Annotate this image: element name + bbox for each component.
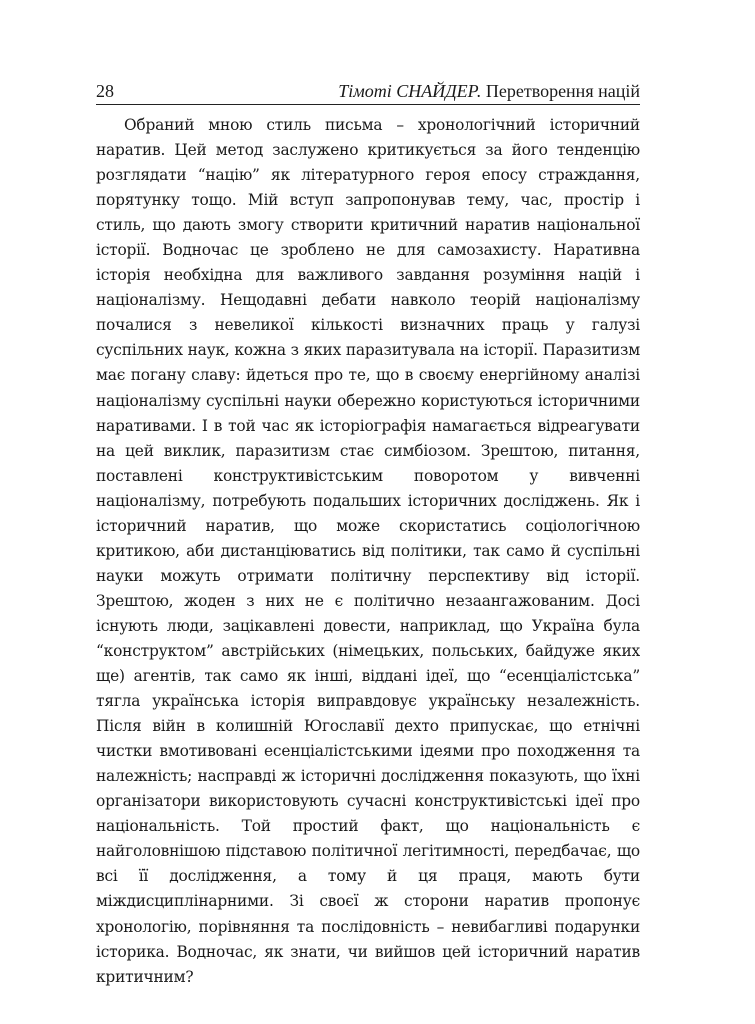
running-title-book: Перетворення націй [481,81,640,101]
running-title [338,80,640,102]
body-paragraph: Обраний мною стиль письма – хронологічний історичний наратив. Цей метод заслужено критикується за його тенденцію розглядати “націю” як літературного героя епосу страждання, порятунку тощо. Мій вступ запропонував тему, час, простір і стиль, що дають змогу створити критичний наратив національної історії. Водночас це зроблено не для самозахисту. Наративна історія необхідна для важливого завдання розуміння націй і націоналізму. Нещодавні дебати навколо теорій націоналізму почалися з невеликої кількості визначних праць у галузі суспільних наук, кожна з яких паразитувала на історії. Паразитизм має погану славу: йдеться про те, що в своєму енергійному аналізі націоналізму суспільні науки обережно користуються історичними наративами. І в той час як історіографія намагається відреагувати на цей виклик, паразитизм стає симбіозом. Зрештою, питання, поставлені конструктивістським поворотом у вивченні націоналізму, потребують подальших історичних досліджень. Як і історичний наратив, що може скористатись соціологічною критикою, аби дистанціюватись від політики, так само й суспільні науки можуть отримати політичну перспективу від історії. Зрештою, жоден з них не є політично незаангажованим. Досі існують люди, зацікавлені довести, наприклад, що Україна була “конструктом” австрійських (німецьких, польських, байдуже яких ще) агентів, так само як інші, віддані ідеї, що “есенціалістська” тягла українська історія виправдовує українську незалежність. Після війн в колишній Югославії дехто припускає, що етнічні чистки вмотивовані есенціалістськими ідеями про походження та належність; насправді ж історичні дослідження показують, що їхні організатори використовують сучасні конструктивістські ідеї про національність. Той простий факт, що національність є найголовнішою підставою політичної легітимності, передбачає, що всі її дослідження, а тому й ця праця, мають бути міждисциплінарними. Зі своєї ж сторони наратив пропонує хронологію, порівняння та послідовність – невибагливі подарунки історика. Водночас, як знати, чи вийшов цей історичний наратив критичним? [96,116,640,986]
page-number: 28 [96,81,114,101]
running-title-author: Тімоті СНАЙДЕР. [338,81,482,101]
running-header [96,76,640,105]
